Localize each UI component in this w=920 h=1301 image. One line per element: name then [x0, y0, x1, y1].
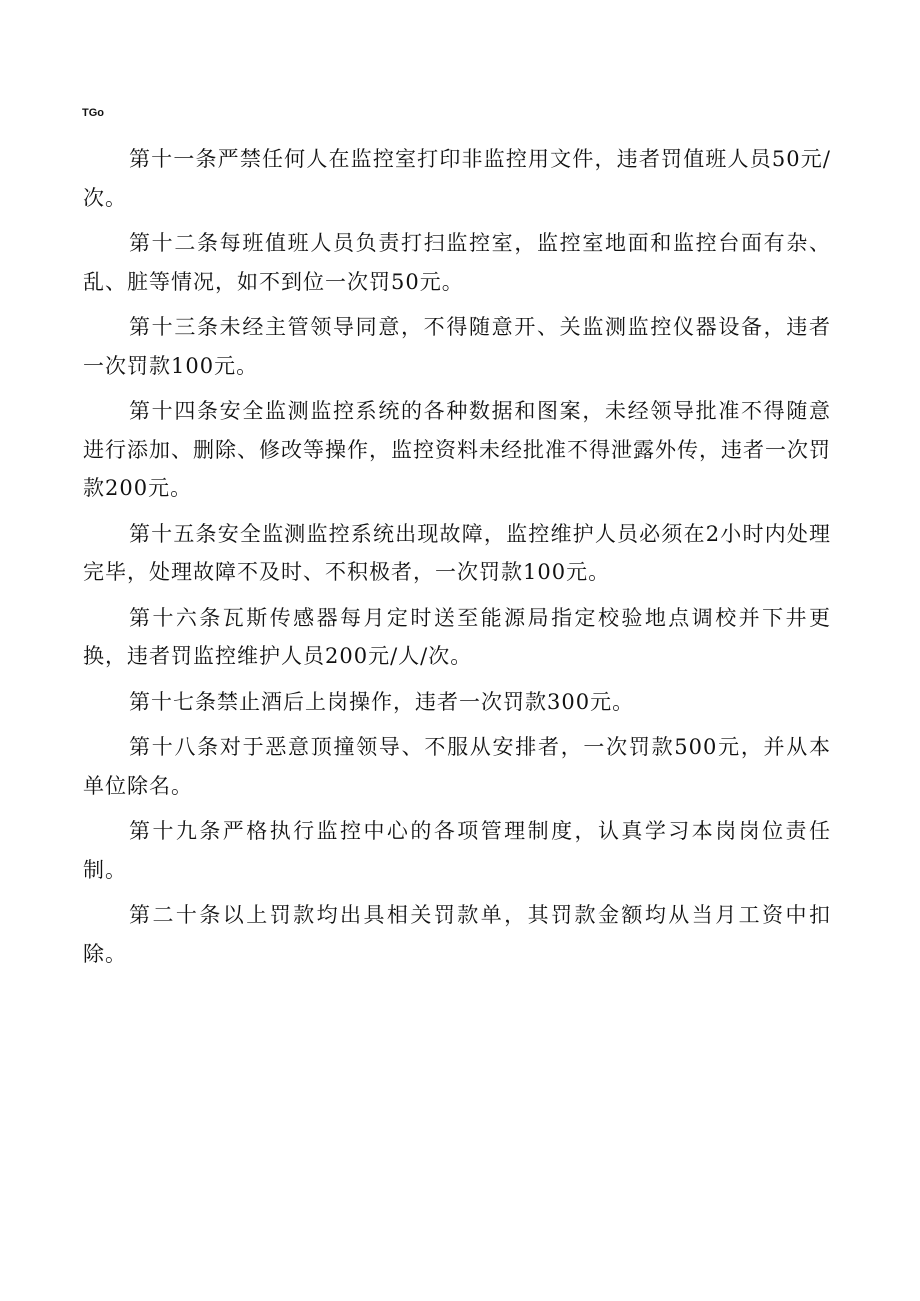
article-19: 第十九条严格执行监控中心的各项管理制度，认真学习本岗岗位责任制。 [83, 819, 831, 882]
article-20: 第二十条以上罚款均出具相关罚款单，其罚款金额均从当月工资中扣除。 [83, 903, 831, 966]
article-15: 第十五条安全监测监控系统出现故障，监控维护人员必须在2小时内处理完毕，处理故障不及时、不积极者，一次罚款100元。 [83, 521, 831, 584]
article-11: 第十一条严禁任何人在监控室打印非监控用文件，违者罚值班人员50元/次。 [83, 147, 831, 210]
article-16: 第十六条瓦斯传感器每月定时送至能源局指定校验地点调校并下井更换，违者罚监控维护人员200元/人/次。 [83, 605, 831, 668]
article-18: 第十八条对于恶意顶撞领导、不服从安排者，一次罚款500元，并从本单位除名。 [83, 735, 831, 798]
article-12: 第十二条每班值班人员负责打扫监控室，监控室地面和监控台面有杂、乱、脏等情况，如不到位一次罚50元。 [83, 231, 831, 294]
header-mark: TGo [82, 107, 104, 119]
document-body [83, 140, 831, 980]
article-17: 第十七条禁止酒后上岗操作，违者一次罚款300元。 [129, 689, 635, 714]
article-14: 第十四条安全监测监控系统的各种数据和图案，未经领导批准不得随意进行添加、删除、修改等操作，监控资料未经批准不得泄露外传，违者一次罚款200元。 [83, 399, 831, 500]
article-13: 第十三条未经主管领导同意，不得随意开、关监测监控仪器设备，违者一次罚款100元。 [83, 315, 831, 378]
